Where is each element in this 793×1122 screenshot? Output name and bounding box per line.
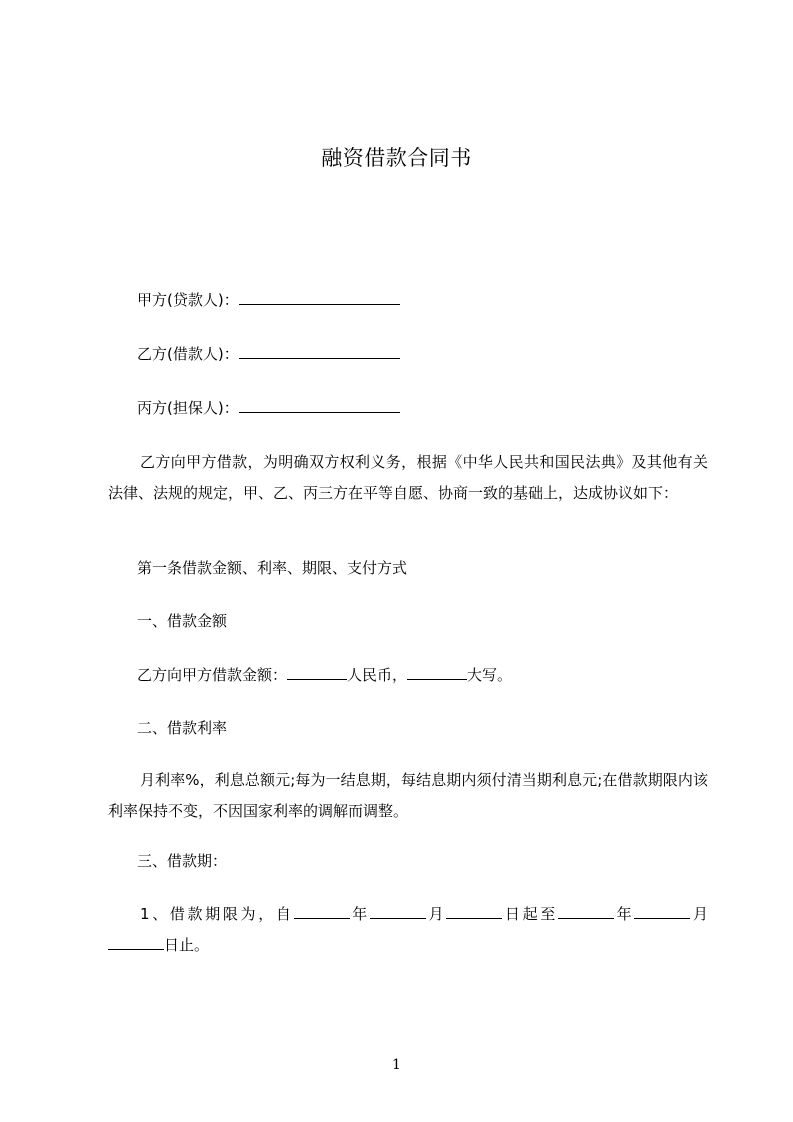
- end-year-blank: [558, 904, 614, 919]
- term-month2: 月: [690, 905, 708, 923]
- end-day-blank: [108, 935, 164, 950]
- term-month1: 月: [425, 905, 447, 923]
- document-title: 融资借款合同书: [321, 146, 472, 170]
- term-day-from: 日起至: [502, 905, 558, 923]
- party-lender-label: 甲方(贷款人)：: [137, 291, 239, 309]
- party-borrower-line: [108, 343, 737, 365]
- amount-mid: 人民币，: [347, 666, 408, 684]
- section1-heading: 一、借款金额: [137, 612, 228, 630]
- amount-prefix: 乙方向甲方借款金额：: [137, 666, 288, 684]
- section3-heading: 三、借款期：: [137, 852, 228, 870]
- section2-paragraph: 月利率%，利息总额元;每为一结息期，每结息期内须付清当期利息元;在借款期限内该利率保持不变，不因国家利率的调解而调整。: [108, 771, 708, 820]
- section2-heading: 二、借款利率: [137, 719, 228, 737]
- amount-words-blank: [407, 665, 467, 680]
- start-month-blank: [370, 904, 426, 919]
- party-guarantor-line: [108, 397, 737, 419]
- party-borrower-label: 乙方(借款人)：: [137, 345, 239, 363]
- amount-blank: [287, 665, 347, 680]
- start-year-blank: [294, 904, 350, 919]
- party-lender-blank: [239, 290, 400, 305]
- term-year2: 年: [613, 905, 635, 923]
- party-borrower-blank: [239, 344, 400, 359]
- party-lender-line: [108, 289, 737, 311]
- article1-heading: 第一条借款金额、利率、期限、支付方式: [137, 559, 408, 577]
- party-guarantor-blank: [239, 398, 400, 413]
- term-end: 日止。: [164, 936, 210, 954]
- term-prefix: 1、借款期限为，自: [140, 905, 294, 923]
- section1-amount-line: [108, 664, 737, 686]
- end-month-blank: [634, 904, 690, 919]
- preamble-paragraph: 乙方向甲方借款，为明确双方权利义务，根据《中华人民共和国民法典》及其他有关法律、法规的规定，甲、乙、丙三方在平等自愿、协商一致的基础上，达成协议如下：: [108, 453, 708, 502]
- page-number: 1: [392, 1057, 401, 1073]
- term-year1: 年: [349, 905, 370, 923]
- start-day-blank: [446, 904, 502, 919]
- party-guarantor-label: 丙方(担保人)：: [137, 399, 239, 417]
- amount-suffix: 大写。: [467, 666, 513, 684]
- section3-item1-paragraph: [108, 899, 708, 961]
